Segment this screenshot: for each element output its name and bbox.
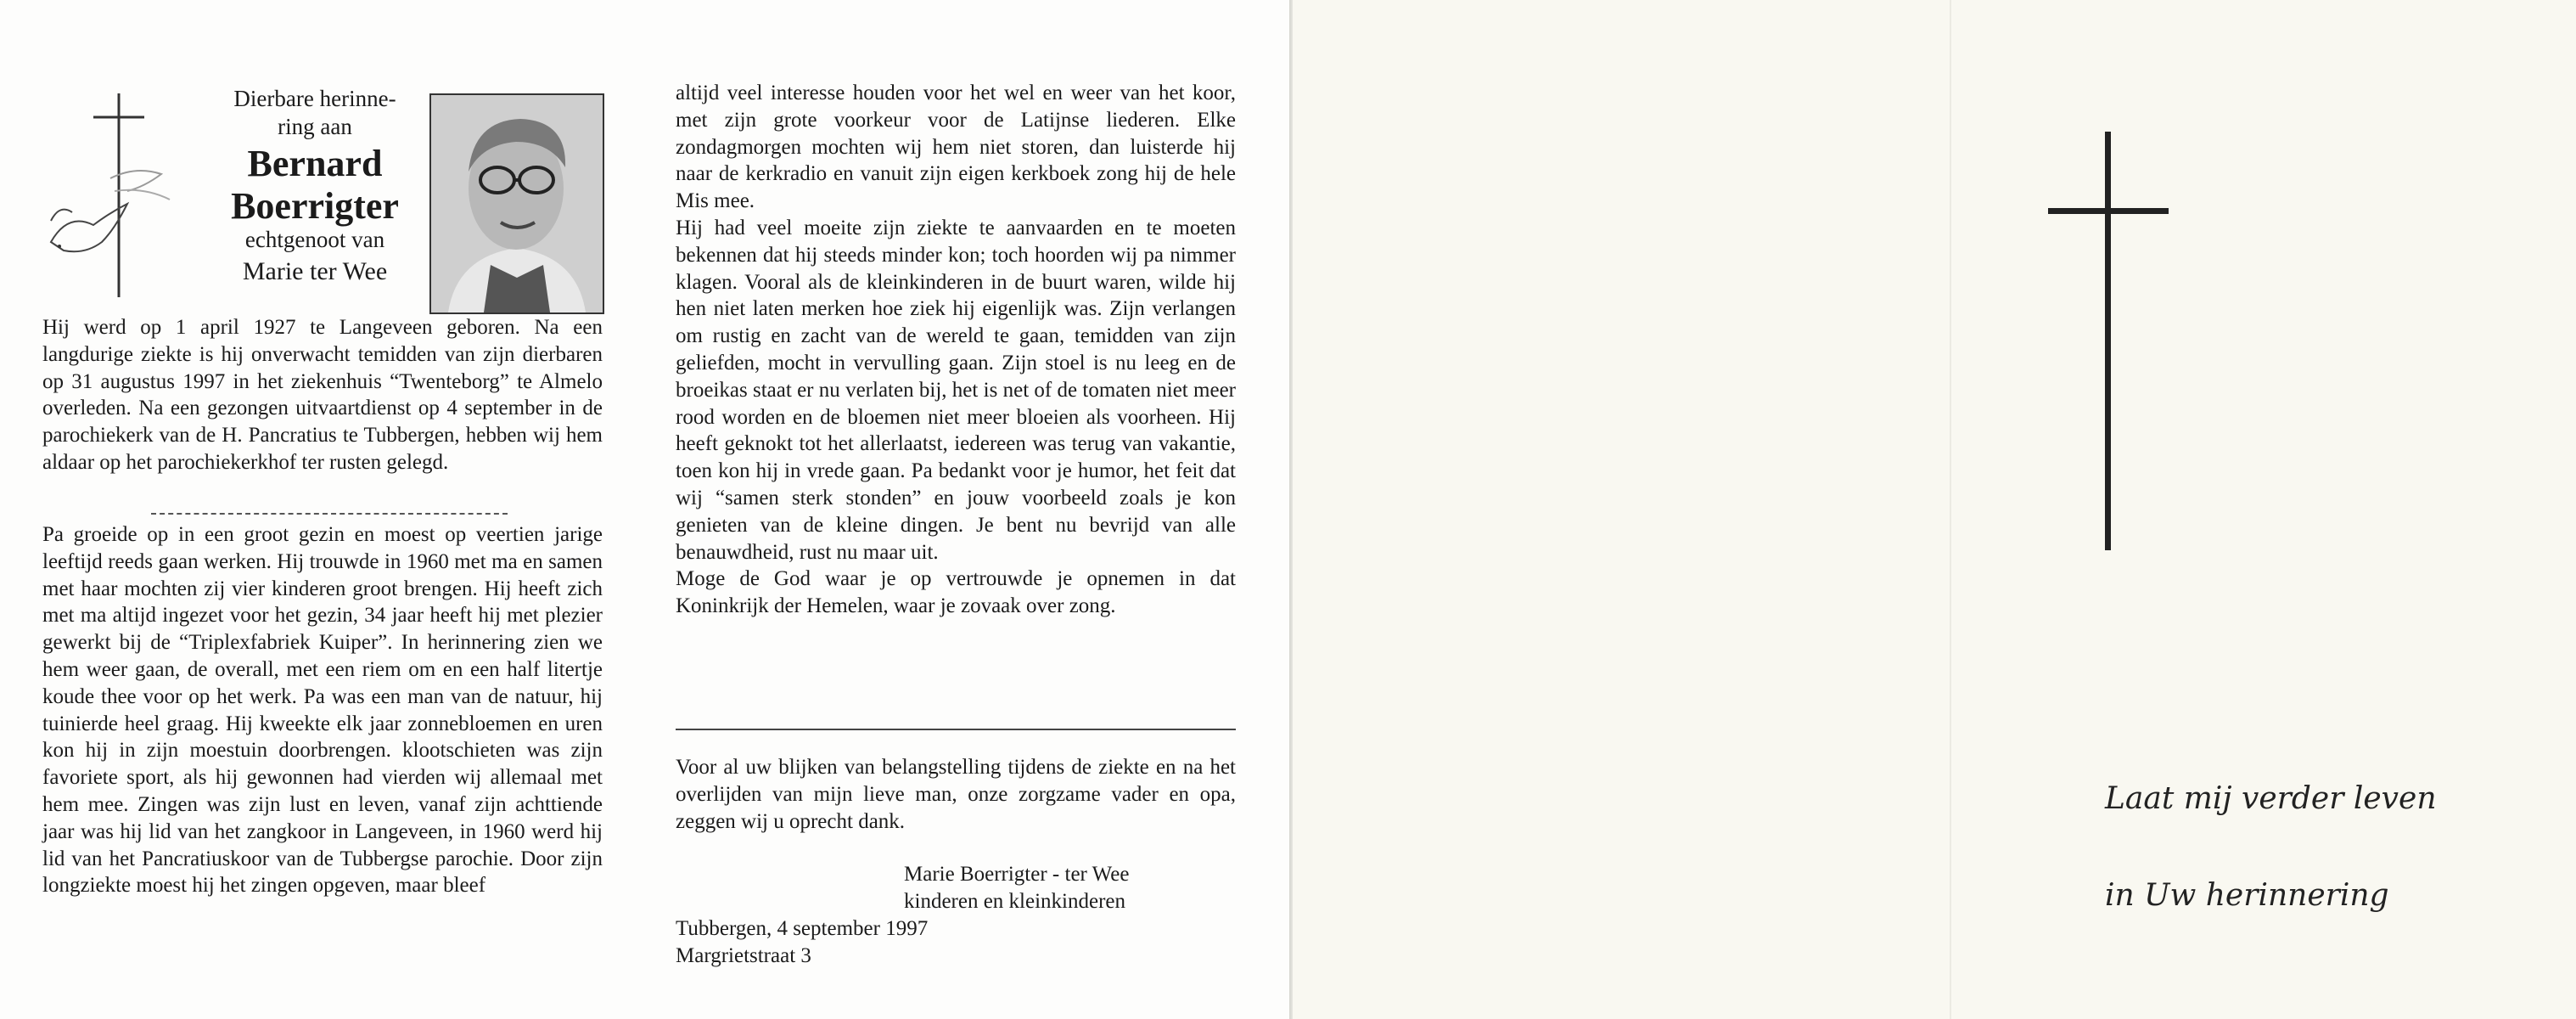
paragraph-text: Voor al uw blijken van belangstelling tijdens de ziekte en na het overlijden van mijn lieve man, onze zorgzame vader en opa, zeggen wij u oprecht dank. bbox=[676, 756, 1236, 833]
deceased-first-name: Bernard bbox=[247, 143, 383, 184]
city-date: Tubbergen, 4 september 1997 bbox=[676, 917, 929, 940]
biography-paragraph bbox=[42, 521, 603, 899]
biography-paragraph bbox=[42, 314, 603, 476]
deceased-last-name: Boerrigter bbox=[231, 185, 399, 227]
dashed-divider bbox=[151, 513, 508, 515]
address: Margrietstraat 3 bbox=[676, 944, 811, 967]
signature-name: Marie Boerrigter - ter Wee bbox=[904, 863, 1130, 886]
memorial-card-cover bbox=[1293, 0, 2576, 1019]
biography-paragraph bbox=[676, 80, 1236, 620]
place-date-block bbox=[676, 915, 928, 970]
relation-text: echtgenoot van bbox=[244, 227, 385, 252]
cover-verse-line1: Laat mij verder leven bbox=[2105, 781, 2437, 816]
paragraph-text: Moge de God waar je op vertrouwde je opnemen in dat Koninkrijk der Hemelen, waar je zovaak over zong. bbox=[676, 567, 1236, 618]
paragraph-text: altijd veel interesse houden voor het wel en weer van het koor, met zijn grote voorkeur voor de Latijnse liederen. Elke zondagmorgen mochten wij hem niet storen, dan luisterde hij naar de kerkradio en vanuit zijn eigen kerkboek zong hij de hele Mis mee. bbox=[676, 82, 1236, 213]
paragraph-text: Hij had veel moeite zijn ziekte te aanvaarden en te moeten bekennen dat hij steeds minder kon; toch hoorden wij pa nimmer klagen. Vooral als de kleinkinderen in de buurt waren, wilde hij hen niet laten merken hoe ziek hij eigenlijk was. Zijn verlangen om rustig en zacht van de wereld te gaan, temidden van zijn geliefden, mocht in vervulling gaan. Zijn stoel is nu leeg en de broeikas staat er nu verlaten bij, het is net of de tomaten niet meer rood worden en de bloemen niet meer bloeien als voorheen. Hij heeft geknokt tot het allerlaatst, iedereen was terug van vakantie, toen kon hij in vrede gaan. Pa bedankt voor je humor, het feit dat wij “samen sterk stonden” en jouw voorbeeld zoals je kon genieten van de kleine dingen. Je bent nu bevrijd van alle benauwdheid, rust nu maar uit. bbox=[676, 216, 1236, 564]
signature-family: kinderen en kleinkinderen bbox=[904, 890, 1126, 913]
intro-text: Dierbare herinne- bbox=[233, 86, 396, 111]
spouse-name: Marie ter Wee bbox=[242, 257, 388, 285]
signature-block bbox=[904, 861, 1129, 915]
portrait-image bbox=[431, 95, 603, 312]
cross-bar bbox=[2048, 208, 2169, 214]
cross-icon bbox=[2105, 132, 2111, 550]
paragraph-text: Hij werd op 1 april 1927 te Langeveen geboren. Na een langdurige ziekte is hij onverwacht temidden van zijn dierbaren op 31 augustus 1997 in het ziekenhuis “Twenteborg” te Almelo overleden. Na een gezongen uitvaartdienst op 4 september in de parochiekerk van de H. Pancratius te Tubbergen, hebben wij hem aldaar op het parochiekerkhof ter rusten gelegd. bbox=[42, 316, 603, 474]
thanks-paragraph bbox=[676, 754, 1236, 835]
divider-line bbox=[676, 729, 1236, 730]
paragraph-text: Pa groeide op in een groot gezin en moest op veertien jarige leeftijd reeds gaan werken. Hij trouwde in 1960 met ma en samen met haar mochten zij vier kinderen groot brengen. Hij heeft zich met ma altijd ingezet voor het gezin, 34 jaar heeft hij met plezier gewerkt bij de “Triplexfabriek Kuiper”. In herinnering zien we hem weer gaan, de overall, met een riem om en een half litertje koude thee voor op het werk. Pa was een man van de natuur, hij tuinierde heel graag. Hij kweekte elk jaar zonnebloemen en uren kon hij in zijn moestuin doorbrengen. klootschieten was zijn favoriete sport, als hij gewonnen had vierden wij allemaal met hem mee. Zingen was zijn lust en leven, vanaf zijn achttiende jaar was hij lid van het zangkoor in Langeveen, in 1960 werd hij lid van het Pancratiuskoor van de Tubbergse parochie. Door zijn longziekte moest hij het zingen opgeven, maar bleef bbox=[42, 523, 603, 898]
portrait-photo bbox=[429, 93, 604, 314]
fold-line bbox=[1950, 0, 1951, 1019]
cross-with-dove-icon bbox=[34, 85, 187, 306]
cover-verse-line2: in Uw herinnering bbox=[2105, 878, 2389, 913]
card-header bbox=[204, 85, 426, 290]
intro-text: ring aan bbox=[278, 114, 352, 139]
